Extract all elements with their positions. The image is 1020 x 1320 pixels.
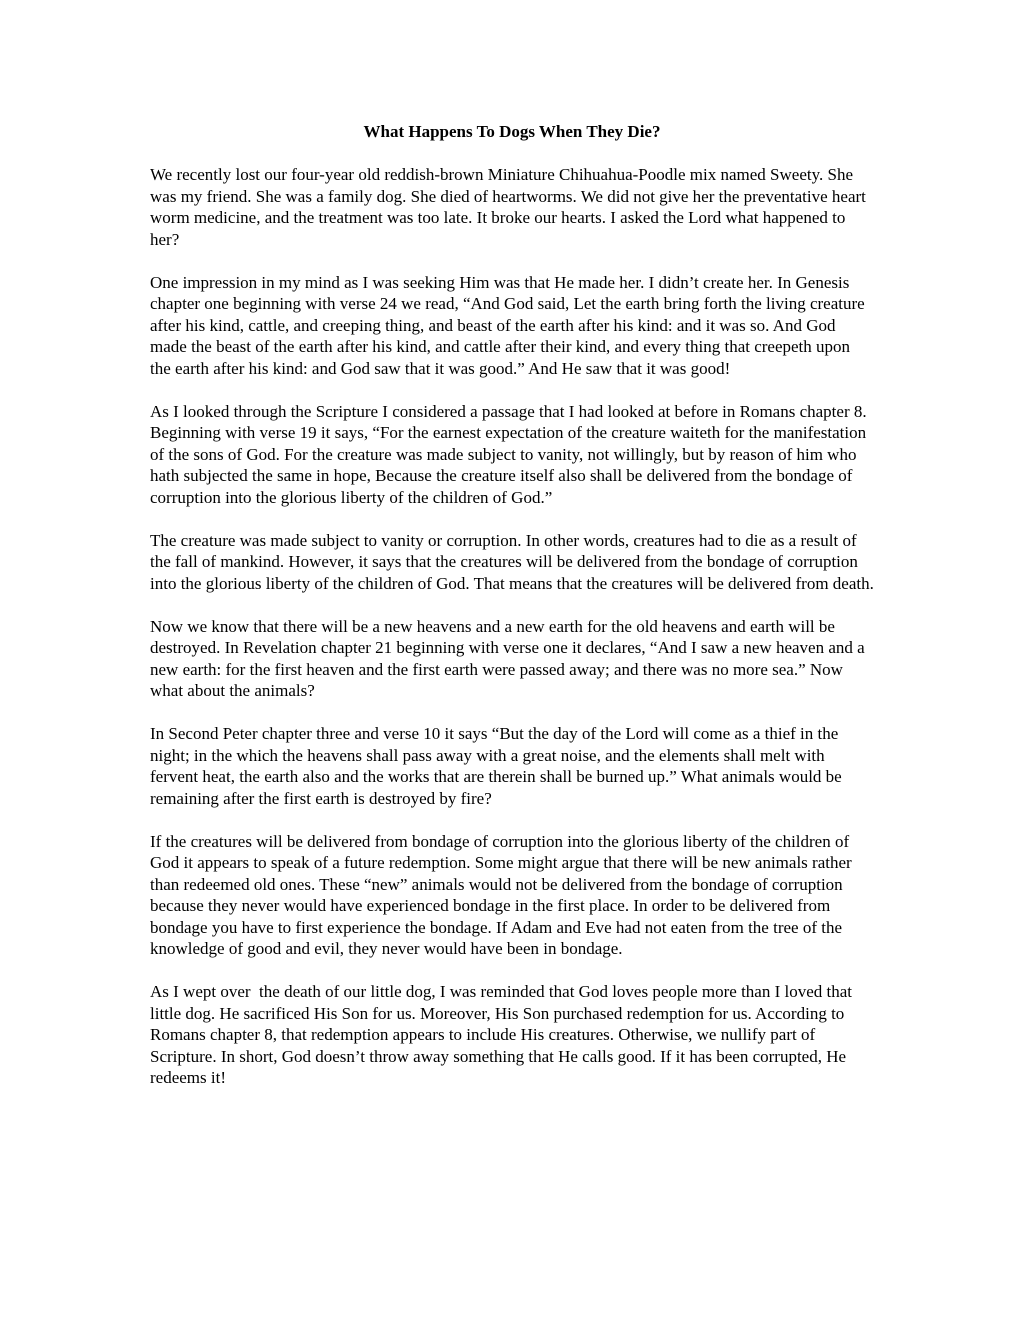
paragraph: Now we know that there will be a new heavens and a new earth for the old heavens and earth will be destroyed. In Revelation chapter 21 beginning with verse one it declares, “And I saw a new heaven and a new earth: for the first heaven and the first earth were passed away; and there was no more sea.” Now what about the animals?	[150, 616, 869, 700]
paragraph: The creature was made subject to vanity or corruption. In other words, creatures had to die as a result of the fall of mankind. However, it says that the creatures will be delivered from the bondage of corruption into the glorious liberty of the children of God. That means that the creatures will be delivered from death.	[150, 530, 874, 593]
paragraph: If the creatures will be delivered from bondage of corruption into the glorious liberty of the children of God it appears to speak of a future redemption. Some might argue that there will be new animals rather than redeemed old ones. These “new” animals would not be delivered from the bondage of corruption because they never would have experienced bondage in the first place. In order to be delivered from bondage you have to first experience the bondage. If Adam and Eve had not eaten from the tree of the knowledge of good and evil, they never would have been in bondage.	[150, 831, 856, 958]
document-title: What Happens To Dogs When They Die?	[363, 122, 661, 141]
document-content	[150, 121, 874, 1089]
paragraph: As I looked through the Scripture I considered a passage that I had looked at before in Romans chapter 8. Beginning with verse 19 it says, “For the earnest expectation of the creature waiteth for the manifestation of the sons of God. For the creature was made subject to vanity, not willingly, but by reason of him who hath subjected the same in hope, Because the creature itself also shall be delivered from the bondage of corruption into the glorious liberty of the children of God.”	[150, 401, 871, 507]
paragraph: In Second Peter chapter three and verse 10 it says “But the day of the Lord will come as a thief in the night; in the which the heavens shall pass away with a great noise, and the elements shall melt with fervent heat, the earth also and the works that are therein shall be burned up.” What animals would be remaining after the first earth is destroyed by fire?	[150, 724, 846, 808]
paragraph: We recently lost our four-year old reddish-brown Miniature Chihuahua-Poodle mix named Sweety. She was my friend. She was a family dog. She died of heartworms. We did not give her the preventative heart worm medicine, and the treatment was too late. It broke our hearts. I asked the Lord what happened to her?	[150, 165, 871, 249]
paragraph: One impression in my mind as I was seeking Him was that He made her. I didn’t create her. In Genesis chapter one beginning with verse 24 we read, “And God said, Let the earth bring forth the living creature after his kind, cattle, and creeping thing, and beast of the earth after his kind: and it was so. And God made the beast of the earth after his kind, and cattle after their kind, and every thing that creepeth upon the earth after his kind: and God saw that it was good.” And He saw that it was good!	[150, 272, 869, 378]
paragraph: As I wept over the death of our little dog, I was reminded that God loves people more than I loved that little dog. He sacrificed His Son for us. Moreover, His Son purchased redemption for us. According to Romans chapter 8, that redemption appears to include His creatures. Otherwise, we nullify part of Scripture. In short, God doesn’t throw away something that He calls good. If it has been corrupted, He redeems it!	[150, 982, 857, 1087]
